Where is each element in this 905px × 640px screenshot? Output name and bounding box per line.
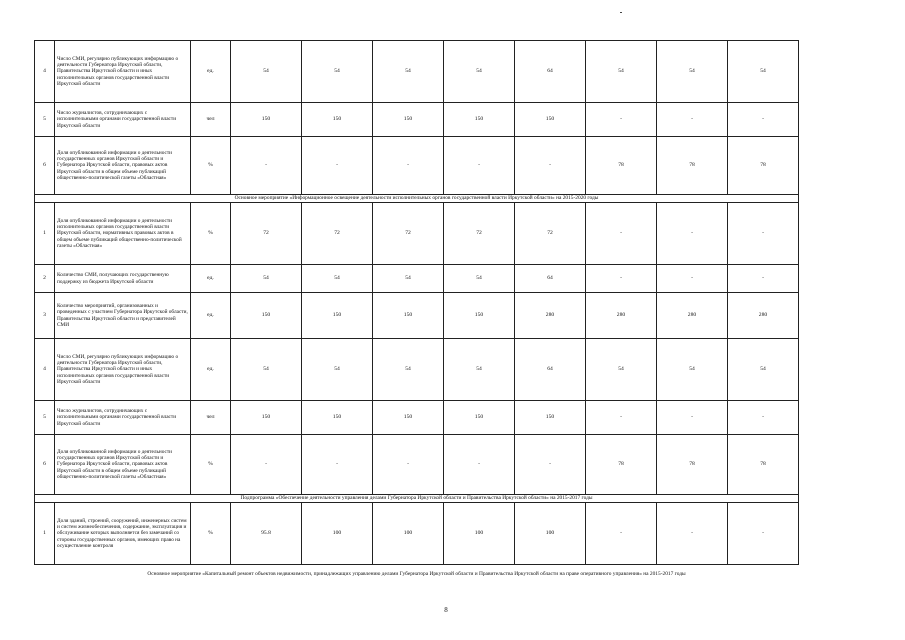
value-cell: 100 bbox=[515, 503, 586, 565]
value-cell: 150 bbox=[373, 103, 444, 137]
value-cell: 150 bbox=[515, 401, 586, 435]
unit-cell: чел bbox=[191, 401, 231, 435]
table-row bbox=[35, 503, 799, 565]
value-cell: - bbox=[231, 137, 302, 195]
value-cell: 150 bbox=[444, 401, 515, 435]
row-number-cell: 4 bbox=[35, 339, 55, 401]
value-cell: 72 bbox=[444, 203, 515, 265]
row-number-cell: 4 bbox=[35, 41, 55, 103]
indicator-name-cell: Количество СМИ, получающих государственную поддержку из бюджета Иркутской области bbox=[55, 265, 191, 293]
value-cell: - bbox=[586, 265, 657, 293]
value-cell: 100 bbox=[444, 503, 515, 565]
table-row bbox=[35, 401, 799, 435]
indicator-table bbox=[34, 40, 799, 565]
value-cell: 54 bbox=[231, 41, 302, 103]
row-number-cell: 5 bbox=[35, 103, 55, 137]
table-row bbox=[35, 137, 799, 195]
value-cell: 64 bbox=[515, 41, 586, 103]
value-cell: - bbox=[515, 435, 586, 495]
value-cell: - bbox=[586, 401, 657, 435]
indicator-table-container bbox=[34, 40, 799, 565]
table-row bbox=[35, 203, 799, 265]
value-cell: 150 bbox=[444, 103, 515, 137]
unit-cell: % bbox=[191, 435, 231, 495]
value-cell: - bbox=[586, 503, 657, 565]
value-cell: 100 bbox=[373, 503, 444, 565]
value-cell: 72 bbox=[373, 203, 444, 265]
value-cell: 54 bbox=[373, 41, 444, 103]
value-cell: 150 bbox=[515, 103, 586, 137]
value-cell: 150 bbox=[302, 293, 373, 339]
page-number: 8 bbox=[444, 606, 448, 614]
row-number-cell: 2 bbox=[35, 265, 55, 293]
value-cell: 95.8 bbox=[231, 503, 302, 565]
value-cell: 54 bbox=[657, 41, 728, 103]
unit-cell: % bbox=[191, 203, 231, 265]
value-cell: 150 bbox=[302, 401, 373, 435]
value-cell: - bbox=[657, 265, 728, 293]
value-cell: 54 bbox=[373, 265, 444, 293]
value-cell: - bbox=[373, 435, 444, 495]
value-cell: 72 bbox=[302, 203, 373, 265]
value-cell: 78 bbox=[728, 435, 799, 495]
row-number-cell: 1 bbox=[35, 203, 55, 265]
unit-cell: ед. bbox=[191, 265, 231, 293]
value-cell: 150 bbox=[231, 103, 302, 137]
value-cell: 54 bbox=[444, 339, 515, 401]
row-number-cell: 3 bbox=[35, 293, 55, 339]
unit-cell: % bbox=[191, 503, 231, 565]
value-cell: 54 bbox=[231, 265, 302, 293]
value-cell: 54 bbox=[728, 339, 799, 401]
value-cell: 280 bbox=[586, 293, 657, 339]
indicator-name-cell: Число СМИ, регулярно публикующих информацию о деятельности Губернатора Иркутской области, Правительства Иркутской области и иных исполнительных органов государственной власти Иркутской области bbox=[55, 339, 191, 401]
scan-mark bbox=[620, 12, 622, 13]
value-cell: - bbox=[302, 137, 373, 195]
value-cell: - bbox=[515, 137, 586, 195]
value-cell: 150 bbox=[302, 103, 373, 137]
indicator-name-cell: Доля опубликованной информации о деятельности исполнительных органов государственной власти Иркутской области, нормативных правовых актов в общем объеме публикаций общественно-политической газеты «Областная» bbox=[55, 203, 191, 265]
value-cell: 72 bbox=[515, 203, 586, 265]
value-cell: - bbox=[728, 503, 799, 565]
indicator-name-cell: Число журналистов, сотрудничающих с исполнительными органами государственной власти Иркутской области bbox=[55, 401, 191, 435]
value-cell: 54 bbox=[586, 41, 657, 103]
table-row bbox=[35, 265, 799, 293]
indicator-name-cell: Число СМИ, регулярно публикующих информацию о деятельности Губернатора Иркутской области, Правительства Иркутской области и иных исполнительных органов государственной власти Иркутской области bbox=[55, 41, 191, 103]
value-cell: - bbox=[728, 203, 799, 265]
section-header-row bbox=[35, 495, 799, 503]
value-cell: 72 bbox=[231, 203, 302, 265]
value-cell: 54 bbox=[444, 41, 515, 103]
table-row bbox=[35, 103, 799, 137]
table-row bbox=[35, 293, 799, 339]
unit-cell: % bbox=[191, 137, 231, 195]
value-cell: 280 bbox=[728, 293, 799, 339]
value-cell: 78 bbox=[657, 137, 728, 195]
section-header: Основное мероприятие «Информационное освещение деятельности исполнительных органов государственной власти Иркутской области» на 2015-2020 годы bbox=[35, 195, 799, 203]
value-cell: - bbox=[728, 401, 799, 435]
value-cell: 54 bbox=[657, 339, 728, 401]
section-footer-note: Основное мероприятие «Капитальный ремонт объектов недвижимости, принадлежащих управлению делами Губернатора Иркутской области и Правительства Иркутской области на праве оперативного управления» на 2015-2017 годы bbox=[147, 571, 686, 577]
indicator-name-cell: Доля опубликованной информации о деятельности государственных органов Иркутской области и Губернатора Иркутской области, правовых актов Иркутской области в общем объеме публикаций общественно-политической газеты «Областная» bbox=[55, 435, 191, 495]
value-cell: - bbox=[444, 435, 515, 495]
value-cell: 54 bbox=[373, 339, 444, 401]
row-number-cell: 6 bbox=[35, 435, 55, 495]
value-cell: - bbox=[728, 103, 799, 137]
value-cell: 64 bbox=[515, 339, 586, 401]
value-cell: 150 bbox=[373, 293, 444, 339]
value-cell: 54 bbox=[586, 339, 657, 401]
unit-cell: чел bbox=[191, 103, 231, 137]
table-row bbox=[35, 435, 799, 495]
row-number-cell: 6 bbox=[35, 137, 55, 195]
value-cell: 78 bbox=[657, 435, 728, 495]
indicator-name-cell: Число журналистов, сотрудничающих с исполнительными органами государственной власти Иркутской области bbox=[55, 103, 191, 137]
value-cell: - bbox=[373, 137, 444, 195]
value-cell: - bbox=[657, 401, 728, 435]
section-header: Подпрограмма «Обеспечение деятельности управления делами Губернатора Иркутской области и Правительства Иркутской области» на 2015-2017 годы bbox=[35, 495, 799, 503]
value-cell: 150 bbox=[231, 293, 302, 339]
indicator-name-cell: Количество мероприятий, организованных и проведенных с участием Губернатора Иркутской области, Правительства Иркутской области и представителей СМИ bbox=[55, 293, 191, 339]
value-cell: 150 bbox=[444, 293, 515, 339]
unit-cell: ед. bbox=[191, 293, 231, 339]
value-cell: - bbox=[657, 503, 728, 565]
value-cell: 54 bbox=[302, 339, 373, 401]
value-cell: 78 bbox=[586, 435, 657, 495]
row-number-cell: 1 bbox=[35, 503, 55, 565]
value-cell: 54 bbox=[302, 265, 373, 293]
value-cell: 54 bbox=[728, 41, 799, 103]
value-cell: - bbox=[444, 137, 515, 195]
value-cell: - bbox=[586, 203, 657, 265]
section-header-row bbox=[35, 195, 799, 203]
value-cell: 100 bbox=[302, 503, 373, 565]
value-cell: 150 bbox=[231, 401, 302, 435]
value-cell: - bbox=[728, 265, 799, 293]
table-row bbox=[35, 339, 799, 401]
value-cell: 54 bbox=[302, 41, 373, 103]
value-cell: - bbox=[657, 203, 728, 265]
value-cell: - bbox=[231, 435, 302, 495]
unit-cell: ед. bbox=[191, 41, 231, 103]
value-cell: 54 bbox=[231, 339, 302, 401]
value-cell: 280 bbox=[515, 293, 586, 339]
value-cell: 78 bbox=[728, 137, 799, 195]
unit-cell: ед. bbox=[191, 339, 231, 401]
table-row bbox=[35, 41, 799, 103]
value-cell: 78 bbox=[586, 137, 657, 195]
value-cell: 150 bbox=[373, 401, 444, 435]
indicator-name-cell: Доля зданий, строений, сооружений, инженерных систем и систем жизнеобеспечения, содержание, эксплуатация и обслуживание которых выполняется без замечаний со стороны государственных органов, имеющих право на осуществление контроля bbox=[55, 503, 191, 565]
value-cell: 54 bbox=[444, 265, 515, 293]
value-cell: 64 bbox=[515, 265, 586, 293]
indicator-name-cell: Доля опубликованной информации о деятельности государственных органов Иркутской области и Губернатора Иркутской области, правовых актов Иркутской области в общем объеме публикаций общественно-политической газеты «Областная» bbox=[55, 137, 191, 195]
value-cell: - bbox=[657, 103, 728, 137]
row-number-cell: 5 bbox=[35, 401, 55, 435]
value-cell: 280 bbox=[657, 293, 728, 339]
value-cell: - bbox=[586, 103, 657, 137]
value-cell: - bbox=[302, 435, 373, 495]
